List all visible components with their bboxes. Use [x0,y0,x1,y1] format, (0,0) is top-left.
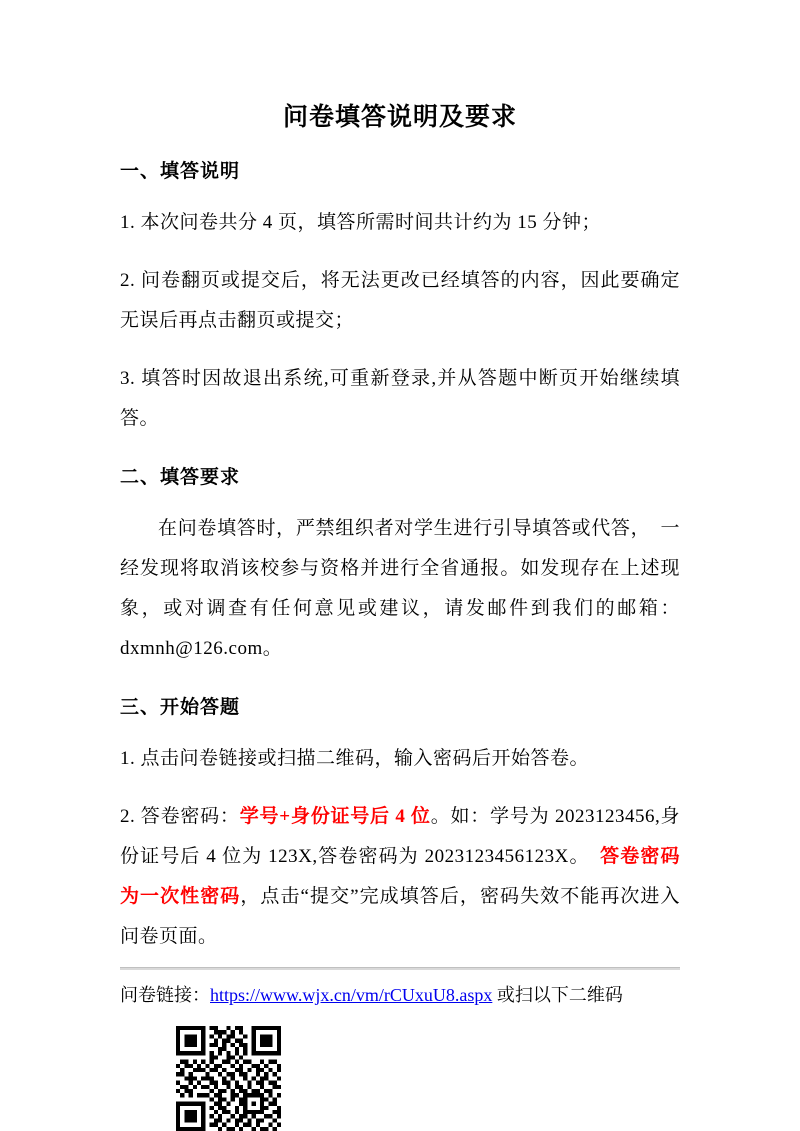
page-title: 问卷填答说明及要求 [282,104,517,131]
password-rule-highlight: 学号+身份证号后 4 位 [239,806,431,827]
one-time-password-highlight: 答卷密码为一次性密码 [120,846,680,907]
section-1-item-1: 1. 本次问卷共分 4 页，填答所需时间共计约为 15 分钟； [120,212,602,233]
link-suffix: 或扫以下二维码 [492,985,623,1005]
section-1-item-2: 2. 问卷翻页或提交后，将无法更改已经填答的内容，因此要确定无误后再点击翻页或提交； [120,270,680,331]
section-3-item-1: 1. 点击问卷链接或扫描二维码，输入密码后开始答卷。 [120,748,590,769]
link-label: 问卷链接： [120,985,210,1005]
section-3-item-2 [120,797,680,957]
questionnaire-link[interactable]: https://www.wjx.cn/vm/rCUxuU8.aspx [210,985,493,1005]
divider [120,967,680,970]
link-line [120,980,680,1010]
password-rule-suffix: ，点击“提交”完成填答后，密码失效不能再次进入问卷页面。 [120,886,680,947]
section-1-item-3: 3. 填答时因故退出系统,可重新登录,并从答题中断页开始继续填答。 [120,368,680,429]
section-3-heading: 三、开始答题 [120,697,241,718]
section-2-paragraph: 在问卷填答时，严禁组织者对学生进行引导填答或代答， 一经发现将取消该校参与资格并进行全省通报。如发现存在上述现象，或对调查有任何意见或建议，请发邮件到我们的邮箱：dxmnh@126.com。 [120,518,680,659]
password-example-text: 。如：学号为 2023123456,身份证号后 4 位为 123X,答卷密码为 2023123456123X。 [120,806,680,867]
section-1-heading: 一、填答说明 [120,161,241,182]
section-2-heading: 二、填答要求 [120,467,241,488]
qr-code [176,1026,281,1131]
password-rule-prefix: 2. 答卷密码： [120,806,240,827]
qr-code-image [176,1026,281,1131]
